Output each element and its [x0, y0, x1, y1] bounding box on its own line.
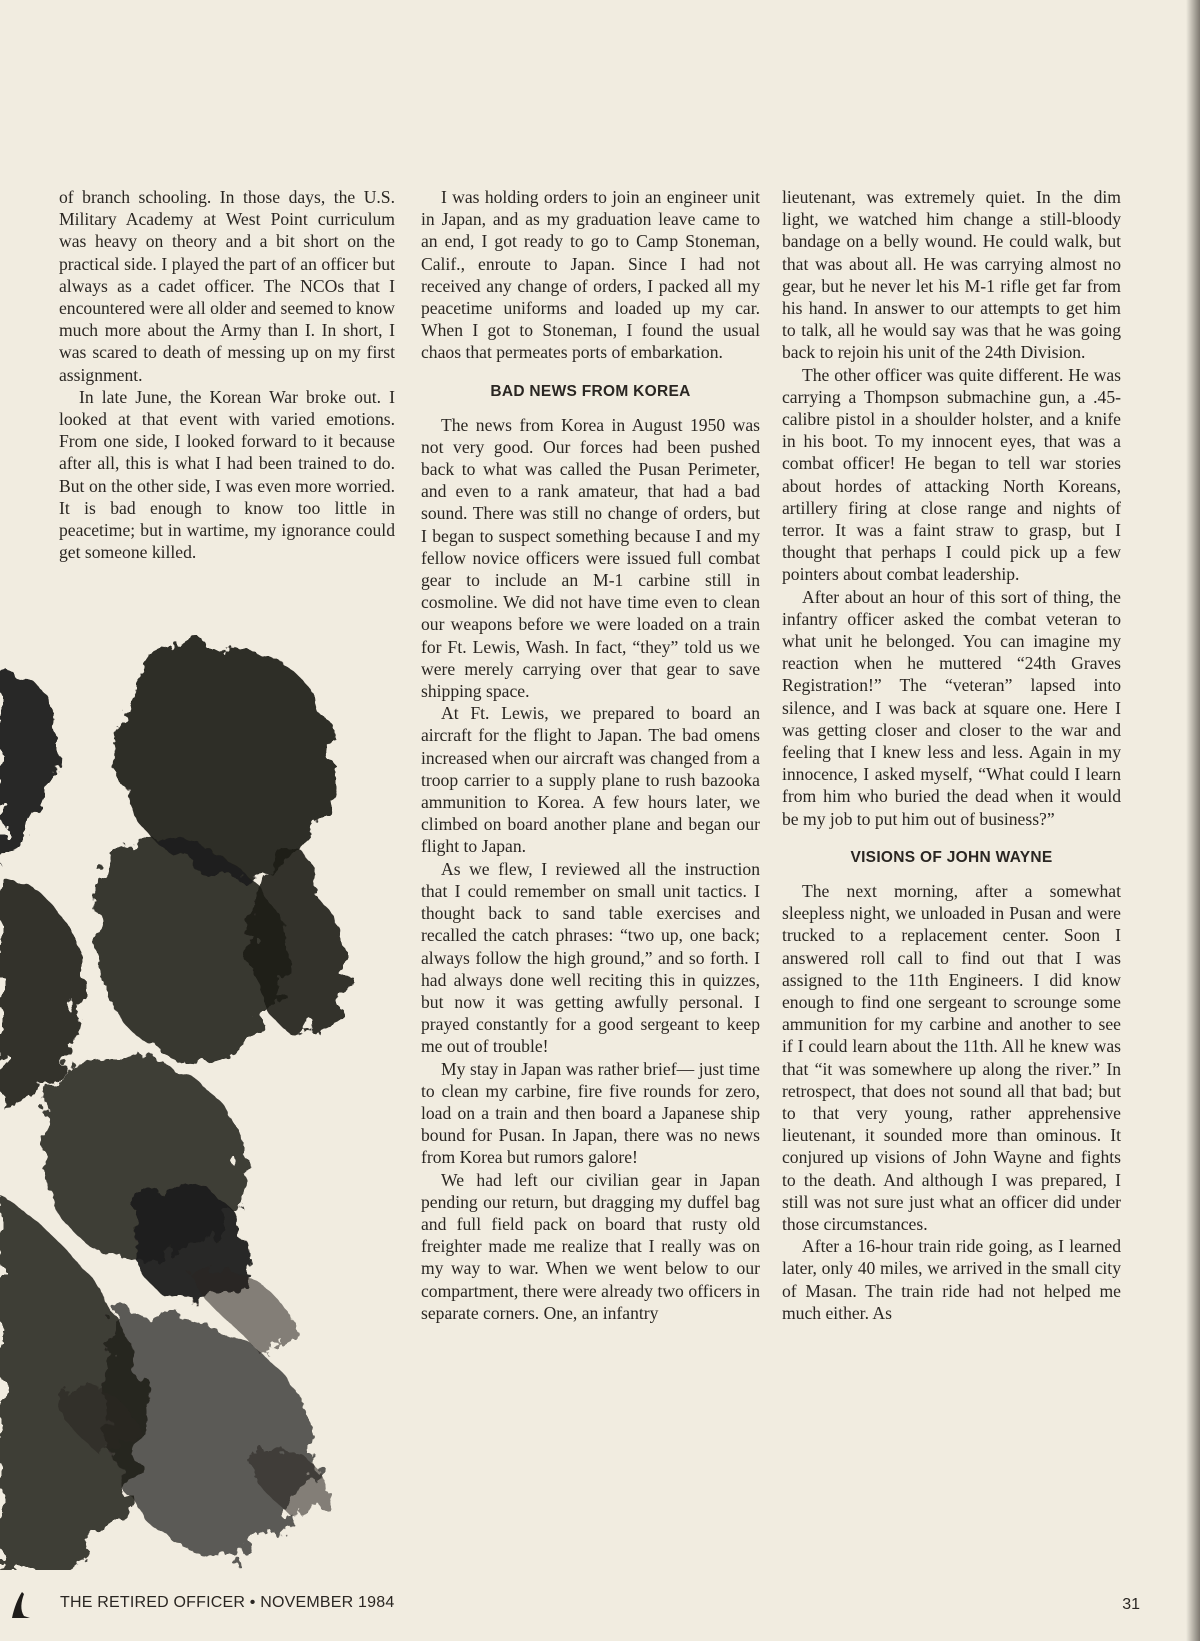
body-paragraph: The next morning, after a somewhat sleepless night, we unloaded in Pusan and were trucked to a replacement center. Soon I answered roll call to find out that I was assigned to the 11th Engineers. I did know enough to find one sergeant to scrounge some ammunition for my carbine and another to see if I could learn about the 11th. All he knew was that “it was somewhere up along the river.” In retrospect, that does not sound all that bad; but to that very young, rather apprehensive lieutenant, it sounded more than ominous. It conjured up visions of John Wayne and fights to the death. And although I was prepared, I still was not sure just what an officer did under those circumstances. [782, 880, 1121, 1234]
page-edge-shadow [1186, 0, 1200, 1641]
body-paragraph: After a 16-hour train ride going, as I learned later, only 40 miles, we arrived in the small city of Masan. The train ride had not helped me much either. As [782, 1236, 1121, 1323]
section-heading: BAD NEWS FROM KOREA [490, 382, 691, 400]
body-paragraph: of branch schooling. In those days, the U.S. Military Academy at West Point curriculum was heavy on theory and a bit short on the practical side. I played the part of an officer but always as a cadet officer. The NCOs that I encountered were all older and seemed to know much more about the Army than I. In short, I was scared to death of messing up on my first assignment. [59, 187, 395, 385]
body-paragraph: lieutenant, was extremely quiet. In the dim light, we watched him change a still-bloody bandage on a belly wound. He could walk, but that was about all. He was carrying almost no gear, but he never let his M-1 rifle get far from his hand. In answer to our attempts to get him to talk, all he would say was that he was going back to rejoin his unit of the 24th Division. [782, 187, 1121, 363]
column-3 [782, 186, 1121, 1324]
page-number: 31 [1122, 1596, 1140, 1613]
body-paragraph: The news from Korea in August 1950 was not very good. Our forces had been pushed back to what was called the Pusan Perimeter, and even to a rank amateur, that had a bad sound. There was still no change of orders, but I began to suspect something because I and my fellow novice officers were issued full combat gear to include an M-1 carbine still in cosmoline. We did not have time even to clean our weapons before we were loaded on a train for Ft. Lewis, Wash. In fact, “they” told us we were merely carrying over that gear to save shipping space. [421, 414, 760, 702]
body-paragraph: The other officer was quite different. He was carrying a Thompson submachine gun, a .45-calibre pistol in a shoulder holster, and a knife in his boot. To my innocent eyes, that was a combat officer! He began to tell war stories about hordes of attacking North Koreans, artillery firing at close range and nights of terror. It was a faint straw to grasp, but I thought that perhaps I could pick up a few pointers about combat leadership. [782, 364, 1121, 585]
ink-illustration [0, 635, 400, 1570]
body-paragraph: I was holding orders to join an engineer unit in Japan, and as my graduation leave came to an end, I got ready to go to Camp Stoneman, Calif., enroute to Japan. Since I had not received any change of orders, I packed all my peacetime uniforms and loaded up my car. When I got to Stoneman, I found the usual chaos that permeates ports of embarkation. [421, 187, 760, 363]
body-paragraph: My stay in Japan was rather brief— just time to clean my carbine, fire five rounds for zero, load on a train and then board a Japanese ship bound for Pusan. In Japan, there was no news from Korea but rumors galore! [421, 1058, 760, 1168]
ink-mark-icon [8, 1590, 34, 1620]
body-paragraph: We had left our civilian gear in Japan pending our return, but dragging my duffel bag and full field pack on board that rusty old freighter made me realize that I really was on my way to war. When we went below to our compartment, there were already two officers in separate corners. One, an infantry [421, 1169, 760, 1323]
column-2 [421, 186, 760, 1324]
body-paragraph: As we flew, I reviewed all the instruction that I could remember on small unit tactics. I thought back to sand table exercises and recalled the catch phrases: “two up, one back; always follow the high ground,” and so forth. I had always done well reciting this in quizzes, but now it was getting awfully personal. I prayed constantly for a good sergeant to keep me out of trouble! [421, 858, 760, 1057]
section-heading: VISIONS OF JOHN WAYNE [850, 848, 1053, 866]
column-1 [59, 186, 395, 563]
body-paragraph: At Ft. Lewis, we prepared to board an aircraft for the flight to Japan. The bad omens increased when our aircraft was changed from a troop carrier to a supply plane to rush bazooka ammunition to Korea. A few hours later, we climbed on board another plane and began our flight to Japan. [421, 703, 760, 857]
page-footer [60, 1594, 1140, 1618]
body-paragraph: After about an hour of this sort of thing, the infantry officer asked the combat veteran to what unit he belonged. You can imagine my reaction when he muttered “24th Graves Registration!” The “veteran” lapsed into silence, and I was back at square one. Here I was getting closer and closer to the war and feeling that I knew less and less. Again in my innocence, I asked myself, “What could I learn from him who buried the dead when it would be my job to put him out of business?” [782, 586, 1121, 829]
body-paragraph: In late June, the Korean War broke out. I looked at that event with varied emotions. From one side, I looked forward to it because after all, this is what I had been trained to do. But on the other side, I was even more worried. It is bad enough to know too little in peacetime; but in wartime, my ignorance could get someone killed. [59, 386, 395, 563]
magazine-footer-title: THE RETIRED OFFICER • NOVEMBER 1984 [60, 1594, 395, 1611]
